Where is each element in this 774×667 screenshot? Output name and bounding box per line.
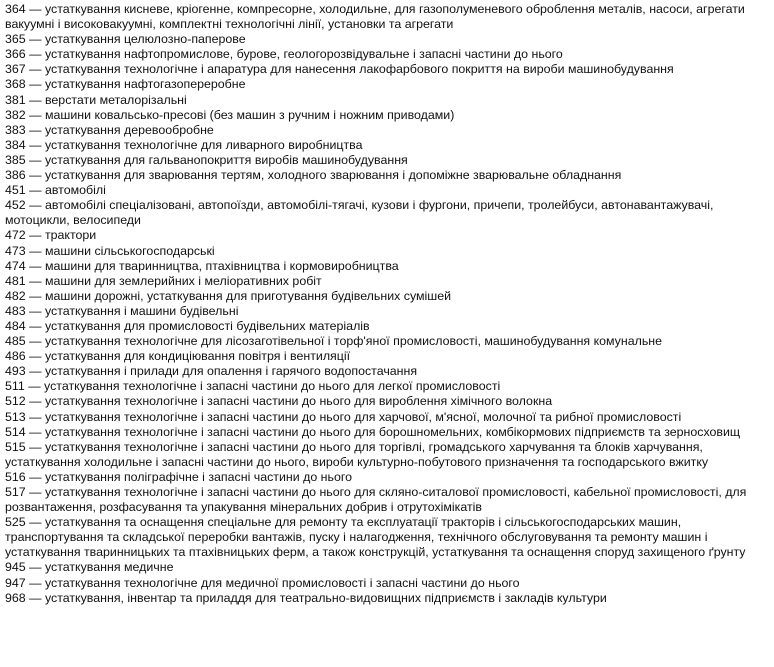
list-item: 517 — устаткування технологічне і запасні частини до нього для скляно-ситалової промисловості, кабельної промисловості, для розвантаження, розфасування та упакування мінеральних добрив і отрутохімікатів	[5, 485, 747, 515]
entry-code: 482	[5, 288, 26, 303]
list-item: 366 — устаткування нафтопромислове, бурове, геологорозвідувальне і запасні частини до нього	[5, 47, 563, 62]
entry-text: устаткування технологічне і запасні частини до нього для вироблення хімічного волокна	[44, 394, 553, 409]
entry-code: 968	[5, 590, 26, 605]
entry-text: устаткування целюлозно-паперове	[44, 32, 246, 47]
entry-text: устаткування технологічне і запасні частини до нього для легкої промисловості	[44, 379, 501, 394]
entry-text: устаткування для гальванопокриття виробів машинобудування	[44, 152, 408, 167]
entry-code: 365	[5, 32, 26, 47]
entry-text: устаткування технологічне для медичної промисловості і запасні частини до нього	[44, 575, 520, 590]
entry-code: 481	[5, 273, 26, 288]
entry-text: устаткування нафтопромислове, бурове, геологорозвідувальне і запасні частини до нього	[44, 47, 563, 62]
entry-text: устаткування кисневе, кріогенне, компресорне, холодильне, для газополуменевого оброблення металів, насоси, агрегати вакуумні і високовакуумні, комплектні технологічні лінії, установки та агрегати	[5, 2, 745, 32]
entry-code: 366	[5, 47, 26, 62]
entry-text: машини сільськогосподарські	[44, 243, 215, 258]
entry-code: 383	[5, 122, 26, 137]
list-item: 516 — устаткування поліграфічне і запасні частини до нього	[5, 469, 353, 484]
list-item: 473 — машини сільськогосподарські	[5, 243, 215, 258]
entry-code: 514	[5, 424, 26, 439]
list-item: 513 — устаткування технологічне і запасні частини до нього для харчової, м'ясної, молочної та рибної промисловості	[5, 409, 682, 424]
entry-text: устаткування медичне	[44, 560, 174, 575]
entry-text: машини ковальсько-пресові (без машин з ручним і ножним приводами)	[44, 107, 455, 122]
entry-text: устаткування, інвентар та приладдя для театрально-видовищних підприємств і закладів культури	[44, 590, 607, 605]
entry-code: 516	[5, 469, 26, 484]
list-item: 383 — устаткування деревообробне	[5, 122, 214, 137]
list-item: 367 — устаткування технологічне і апаратура для нанесення лакофарбового покриття на вироби машинобудування	[5, 62, 674, 77]
entry-code: 493	[5, 364, 26, 379]
entry-text: устаткування нафтогазопереробне	[44, 77, 246, 92]
entry-code: 386	[5, 168, 26, 183]
entry-text: машини для тваринництва, птахівництва і кормовиробництва	[44, 258, 399, 273]
entry-text: устаткування технологічне і запасні частини до нього для борошномельних, комбікормових підприємств та зерносховищ	[44, 424, 741, 439]
entry-code: 451	[5, 183, 26, 198]
entry-code: 381	[5, 92, 26, 107]
entry-code: 368	[5, 77, 26, 92]
entry-code: 513	[5, 409, 26, 424]
entry-code: 382	[5, 107, 26, 122]
entry-code: 364	[5, 2, 26, 16]
entry-text: машини дорожні, устаткування для приготування будівельних сумішей	[44, 288, 452, 303]
list-item: 386 — устаткування для зварювання тертям, холодного зварювання і допоміжне зварювальне обладнання	[5, 168, 622, 183]
entry-text: устаткування технологічне для ливарного виробництва	[44, 137, 363, 152]
entry-code: 512	[5, 394, 26, 409]
list-item: 368 — устаткування нафтогазопереробне	[5, 77, 246, 92]
list-item: 484 — устаткування для промисловості будівельних матеріалів	[5, 318, 370, 333]
entry-code: 525	[5, 515, 26, 530]
entry-code: 484	[5, 318, 26, 333]
entry-code: 384	[5, 137, 26, 152]
list-item: 381 — верстати металорізальні	[5, 92, 187, 107]
list-item: 511 — устаткування технологічне і запасні частини до нього для легкої промисловості	[5, 379, 501, 394]
list-item: 364 — устаткування кисневе, кріогенне, компресорне, холодильне, для газополуменевого оброблення металів, насоси, агрегати вакуумні і високовакуумні, комплектні технологічні лінії, установки та агрегати	[5, 2, 745, 32]
list-item: 947 — устаткування технологічне для медичної промисловості і запасні частини до нього	[5, 575, 520, 590]
list-item: 482 — машини дорожні, устаткування для приготування будівельних сумішей	[5, 288, 452, 303]
entry-code: 486	[5, 349, 26, 364]
list-item: 472 — трактори	[5, 228, 97, 243]
entry-code: 947	[5, 575, 26, 590]
entry-code: 452	[5, 198, 26, 213]
list-item: 525 — устаткування та оснащення спеціальне для ремонту та експлуатації тракторів і сільськогосподарських машин, транспортування та складської переробки вантажів, пуску і налагодження, технічного обслуговування та ремонту машин і устаткування тваринницьких та птахівницьких ферм, а також конструкцій, устаткування та оснащення споруд захищеного ґрунту	[5, 515, 746, 560]
list-item: 382 — машини ковальсько-пресові (без машин з ручним і ножним приводами)	[5, 107, 455, 122]
entry-code: 945	[5, 560, 26, 575]
list-item: 385 — устаткування для гальванопокриття виробів машинобудування	[5, 152, 408, 167]
entry-text: верстати металорізальні	[44, 92, 187, 107]
entry-code: 485	[5, 334, 26, 349]
entry-text: устаткування і машини будівельні	[44, 303, 239, 318]
list-item: 384 — устаткування технологічне для ливарного виробництва	[5, 137, 363, 152]
entry-text: машини для землерийних і меліоративних робіт	[44, 273, 322, 288]
entry-code: 474	[5, 258, 26, 273]
entry-text: устаткування і прилади для опалення і гарячого водопостачання	[44, 364, 418, 379]
entry-code: 483	[5, 303, 26, 318]
entry-text: автомобілі спеціалізовані, автопоїзди, автомобілі-тягачі, кузови і фургони, причепи, тролейбуси, автонавантажувачі, мотоцикли, велосипеди	[5, 198, 714, 228]
entry-text: автомобілі	[44, 183, 106, 198]
entry-text: устаткування технологічне і запасні частини до нього для скляно-ситалової промисловості, кабельної промисловості, для розвантаження, розфасування та упакування мінеральних добрив і отрутохімікатів	[5, 485, 747, 515]
list-item: 486 — устаткування для кондиціювання повітря і вентиляції	[5, 349, 351, 364]
list-item: 483 — устаткування і машини будівельні	[5, 303, 239, 318]
entry-text: устаткування технологічне для лісозаготівельної і торф'яної промисловості, машинобудування комунальне	[44, 334, 663, 349]
equipment-code-list	[5, 2, 765, 606]
list-item: 493 — устаткування і прилади для опалення і гарячого водопостачання	[5, 364, 418, 379]
list-item: 945 — устаткування медичне	[5, 560, 174, 575]
list-item: 515 — устаткування технологічне і запасні частини до нього для торгівлі, громадського харчування та блоків харчування, устаткування холодильне і запасні частини до нього, вироби культурно-побутового призначення та господарського вжитку	[5, 439, 709, 469]
list-item: 474 — машини для тваринництва, птахівництва і кормовиробництва	[5, 258, 399, 273]
entry-text: устаткування деревообробне	[44, 122, 214, 137]
entry-text: устаткування для промисловості будівельних матеріалів	[44, 318, 370, 333]
entry-text: устаткування технологічне і запасні частини до нього для торгівлі, громадського харчування та блоків харчування, устаткування холодильне і запасні частини до нього, вироби культурно-побутового призначення та господарського вжитку	[5, 439, 709, 469]
list-item: 514 — устаткування технологічне і запасні частини до нього для борошномельних, комбікормових підприємств та зерносховищ	[5, 424, 741, 439]
list-item: 365 — устаткування целюлозно-паперове	[5, 32, 246, 47]
list-item: 968 — устаткування, інвентар та приладдя для театрально-видовищних підприємств і закладів культури	[5, 590, 607, 605]
list-item: 452 — автомобілі спеціалізовані, автопоїзди, автомобілі-тягачі, кузови і фургони, причепи, тролейбуси, автонавантажувачі, мотоцикли, велосипеди	[5, 198, 714, 228]
entry-text: устаткування для зварювання тертям, холодного зварювання і допоміжне зварювальне обладнання	[44, 168, 622, 183]
entry-text: устаткування технологічне і апаратура для нанесення лакофарбового покриття на вироби машинобудування	[44, 62, 674, 77]
entry-code: 367	[5, 62, 26, 77]
entry-text: устаткування технологічне і запасні частини до нього для харчової, м'ясної, молочної та рибної промисловості	[44, 409, 682, 424]
entry-text: трактори	[44, 228, 97, 243]
list-item: 481 — машини для землерийних і меліоративних робіт	[5, 273, 322, 288]
entry-code: 385	[5, 152, 26, 167]
entry-text: устаткування та оснащення спеціальне для ремонту та експлуатації тракторів і сільськогосподарських машин, транспортування та складської переробки вантажів, пуску і налагодження, технічного обслуговування та ремонту машин і устаткування тваринницьких та птахівницьких ферм, а також конструкцій, устаткування та оснащення споруд захищеного ґрунту	[5, 515, 746, 560]
entry-code: 472	[5, 228, 26, 243]
list-item: 485 — устаткування технологічне для лісозаготівельної і торф'яної промисловості, машинобудування комунальне	[5, 334, 663, 349]
entry-text: устаткування для кондиціювання повітря і вентиляції	[44, 349, 351, 364]
entry-code: 517	[5, 485, 26, 499]
list-item: 451 — автомобілі	[5, 183, 106, 198]
list-item: 512 — устаткування технологічне і запасні частини до нього для вироблення хімічного волокна	[5, 394, 553, 409]
entry-code: 473	[5, 243, 26, 258]
entry-text: устаткування поліграфічне і запасні частини до нього	[44, 469, 353, 484]
entry-code: 511	[5, 379, 25, 394]
entry-code: 515	[5, 439, 26, 454]
